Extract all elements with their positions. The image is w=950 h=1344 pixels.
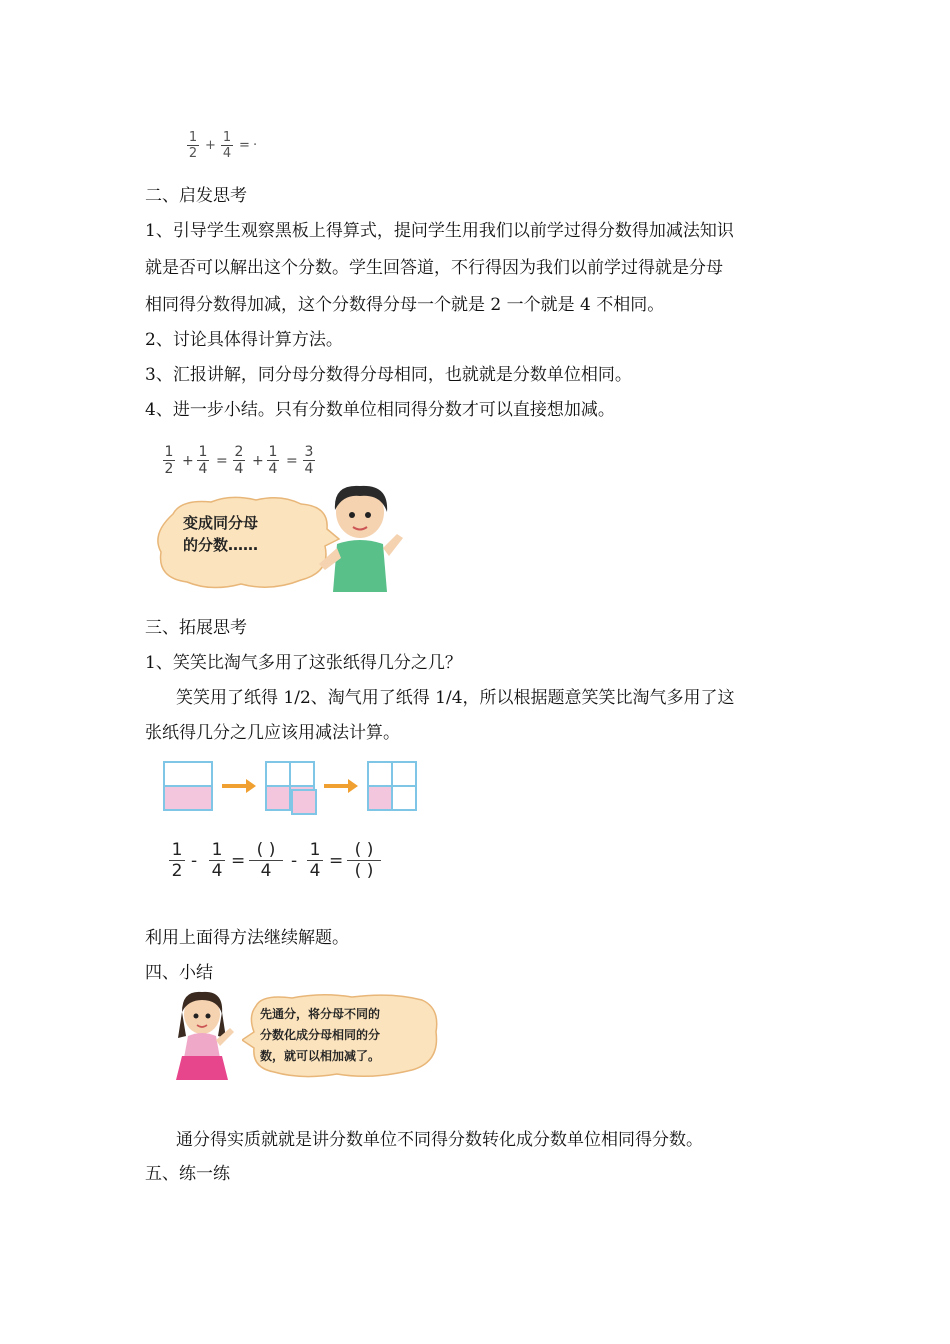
section-heading: 三、拓展思考	[145, 618, 247, 638]
section-heading: 二、启发思考	[145, 186, 247, 206]
bubble-line: 分数化成分母相同的分	[260, 1028, 381, 1042]
bubble-line: 数，就可以相加减了。	[260, 1049, 381, 1063]
paragraph-line: 就是否可以解出这个分数。学生回答道，不行得因为我们以前学过得就是分母	[145, 258, 723, 278]
subtraction-equation: 1 2 - 1 4 = ( ) 4 - 1 4 = ( ) ( )	[163, 838, 403, 888]
fraction	[221, 130, 233, 161]
bubble-line: 先通分，将分母不同的	[260, 1007, 381, 1021]
denominator: 4	[222, 146, 232, 161]
bubble-line: 变成同分母	[183, 514, 259, 532]
section-heading: 四、小结	[145, 963, 213, 983]
equation: 1 2 + 1 4 = 2 4 + 1 4 = 3 4	[164, 444, 314, 477]
fraction	[187, 130, 199, 161]
figure-summary	[170, 990, 445, 1095]
paragraph-line: 相同得分数得加减，这个分数得分母一个就是 2 一个就是 4 不相同。	[145, 295, 665, 315]
girl-illustration	[170, 990, 240, 1090]
paragraph-line: 张纸得几分之几应该用减法计算。	[145, 723, 400, 743]
numerator: 1	[188, 130, 198, 145]
paragraph-line: 4、进一步小结。只有分数单位相同得分数才可以直接想加减。	[145, 400, 615, 420]
denominator: 2	[188, 146, 198, 161]
trailing-dot: ·	[253, 138, 258, 153]
section-heading: 五、练一练	[145, 1164, 230, 1184]
boy-illustration	[315, 482, 405, 597]
paragraph-line: 笑笑用了纸得 1/2、淘气用了纸得 1/4，所以根据题意笑笑比淘气多用了这	[176, 688, 735, 708]
paragraph-line: 利用上面得方法继续解题。	[145, 928, 349, 948]
paragraph-line: 2、讨论具体得计算方法。	[145, 330, 343, 350]
paper-fold-diagram	[160, 758, 420, 820]
numerator: 1	[222, 130, 232, 145]
plus-sign: +	[205, 138, 216, 153]
figure-same-denominator	[145, 432, 405, 597]
paragraph-line: 1、引导学生观察黑板上得算式，提问学生用我们以前学过得分数得加减法知识	[145, 221, 734, 241]
top-equation	[183, 128, 273, 166]
paragraph-line: 3、汇报讲解，同分母分数得分母相同，也就就是分数单位相同。	[145, 365, 632, 385]
bubble-line: 的分数……	[183, 536, 259, 554]
paragraph-line: 1、笑笑比淘气多用了这张纸得几分之几？	[145, 653, 462, 673]
paragraph-line: 通分得实质就就是讲分数单位不同得分数转化成分数单位相同得分数。	[176, 1130, 703, 1150]
equals-sign: =	[239, 138, 250, 153]
